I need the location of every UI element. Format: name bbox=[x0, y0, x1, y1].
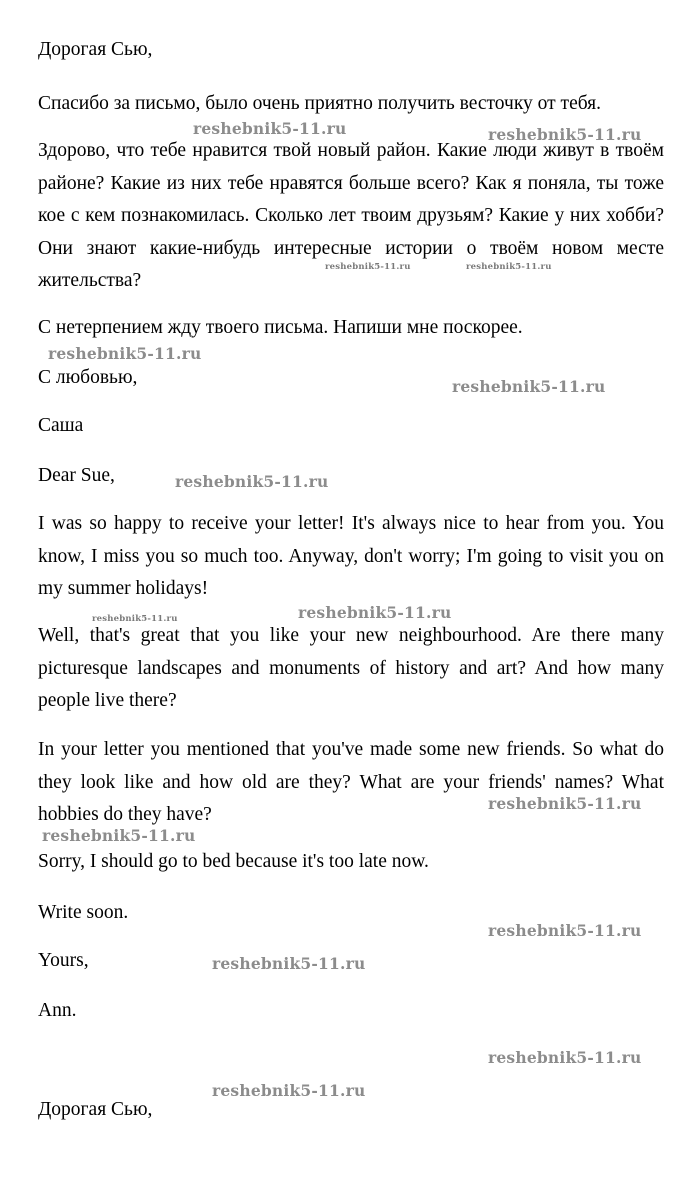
ru-paragraph-2: Здорово, что тебе нравится твой новый район. Какие люди живут в твоём районе? Какие из них тебе нравятся больше всего? Как я поняла, ты тоже кое с кем познакомилась. Сколько лет твоим друзьям? Какие у них хобби? Они знают какие-нибудь интересные истории о твоём новом месте жительства? bbox=[38, 140, 664, 291]
watermark: reshebnik5-11.ru bbox=[466, 262, 552, 272]
ru-greeting: Дорогая Сью, bbox=[38, 39, 153, 60]
en-paragraph-2: Well, that's great that you like your new neighbourhood. Are there many picturesque landscapes and monuments of history and art? And how many people live there? bbox=[38, 625, 664, 711]
ru-closing: С любовью, bbox=[38, 367, 138, 388]
watermark: reshebnik5-11.ru bbox=[488, 1048, 642, 1067]
watermark: reshebnik5-11.ru bbox=[193, 119, 347, 138]
ru-paragraph-3: С нетерпением жду твоего письма. Напиши мне поскорее. bbox=[38, 317, 523, 338]
watermark: reshebnik5-11.ru bbox=[42, 826, 196, 845]
watermark: reshebnik5-11.ru bbox=[212, 1081, 366, 1100]
watermark: reshebnik5-11.ru bbox=[452, 377, 606, 396]
en-paragraph-1: I was so happy to receive your letter! It's always nice to hear from you. You know, I miss you so much too. Anyway, don't worry; I'm going to visit you on my summer holidays! bbox=[38, 513, 664, 599]
watermark: reshebnik5-11.ru bbox=[92, 614, 178, 624]
en-paragraph-3: In your letter you mentioned that you've made some new friends. So what do they look like and how old are they? What are your friends' names? What hobbies do they have? bbox=[38, 739, 664, 825]
en-paragraph-4: Sorry, I should go to bed because it's too late now. bbox=[38, 851, 429, 872]
watermark: reshebnik5-11.ru bbox=[488, 125, 642, 144]
watermark: reshebnik5-11.ru bbox=[48, 344, 202, 363]
en-signature: Ann. bbox=[38, 1000, 77, 1021]
watermark: reshebnik5-11.ru bbox=[488, 921, 642, 940]
footer-greeting: Дорогая Сью, bbox=[38, 1099, 153, 1120]
en-paragraph-5: Write soon. bbox=[38, 902, 129, 923]
watermark: reshebnik5-11.ru bbox=[298, 603, 452, 622]
watermark: reshebnik5-11.ru bbox=[212, 954, 366, 973]
ru-paragraph-1: Спасибо за письмо, было очень приятно получить весточку от тебя. bbox=[38, 93, 602, 114]
en-closing: Yours, bbox=[38, 950, 89, 971]
watermark: reshebnik5-11.ru bbox=[325, 262, 411, 272]
watermark: reshebnik5-11.ru bbox=[175, 472, 329, 491]
watermark: reshebnik5-11.ru bbox=[488, 794, 642, 813]
ru-signature: Саша bbox=[38, 415, 84, 436]
en-greeting: Dear Sue, bbox=[38, 465, 115, 486]
